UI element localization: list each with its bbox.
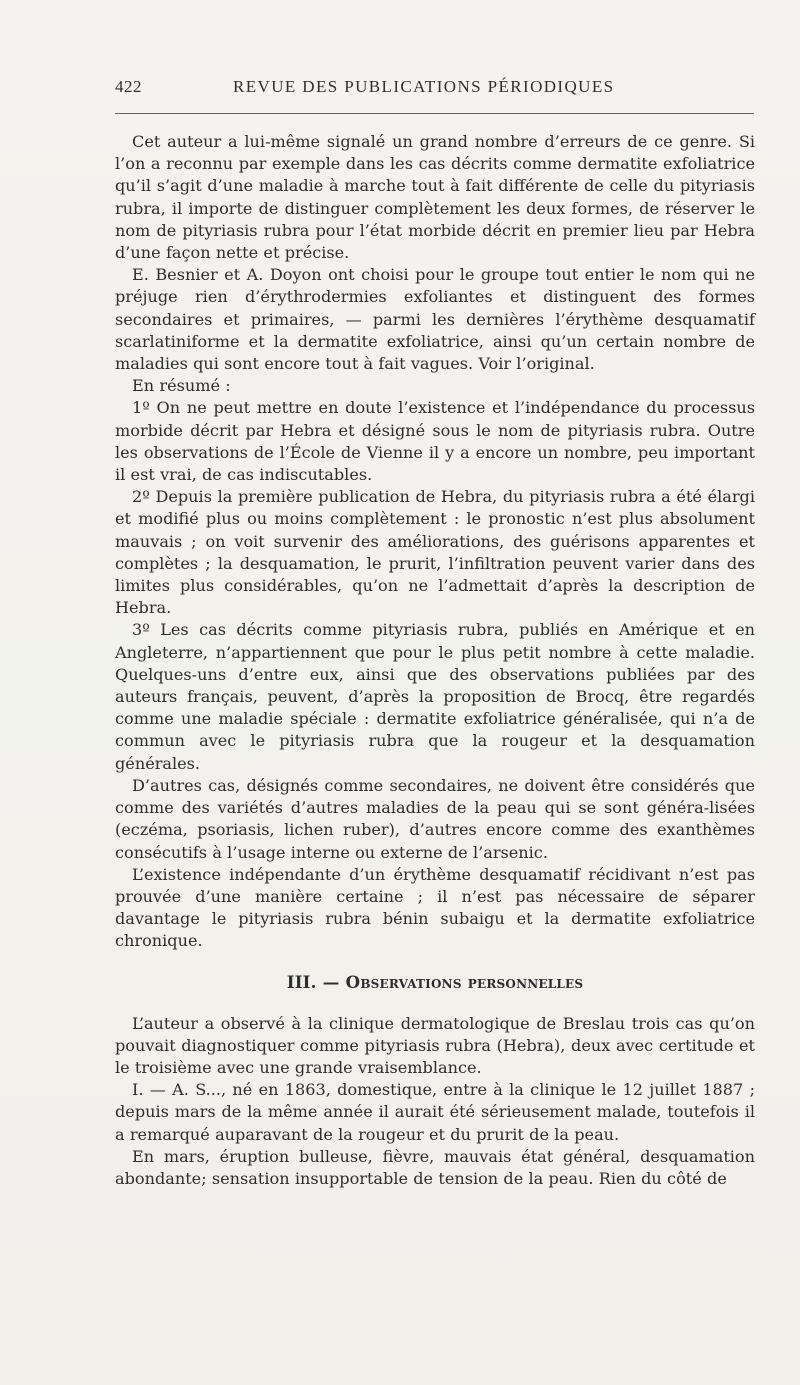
paragraph: I. — A. S..., né en 1863, domestique, entre à la clinique le 12 juillet 1887 ; depuis mars de la même année il aurait été sérieusement malade, toutefois il a remarqué auparavant de la rougeur et du prurit de la peau. xyxy=(115,1080,755,1144)
page-header xyxy=(115,77,755,99)
paragraph: 2º Depuis la première publication de Hebra, du pityriasis rubra a été élargi et modifié plus ou moins complètement : le pronostic n’est plus absolument mauvais ; on voit survenir des améliorations, des guérisons apparentes et complètes ; la desquamation, le prurit, l’infiltration peuvent varier dans des limites plus considérables, qu’on ne l’admettait d’après la description de Hebra. xyxy=(115,487,755,618)
paragraph: Cet auteur a lui-même signalé un grand nombre d’erreurs de ce genre. Si l’on a reconnu par exemple dans les cas décrits comme dermatite exfoliatrice qu’il s’agit d’une maladie à marche tout à fait différente de celle du pityriasis rubra, il importe de distinguer complètement les deux formes, de réserver le nom de pityriasis rubra pour l’état morbide décrit en premier lieu par Hebra d’une façon nette et précise. xyxy=(115,132,755,263)
header-rule xyxy=(115,113,754,114)
paragraph: E. Besnier et A. Doyon ont choisi pour le groupe tout entier le nom qui ne préjuge rien d’érythrodermies exfoliantes et distinguent des formes secondaires et primaires, — parmi les dernières l’érythème desquamatif scarlatiniforme et la dermatite exfoliatrice, ainsi qu’un certain nombre de maladies qui sont encore tout à fait vagues. Voir l’original. xyxy=(115,265,755,374)
article-body xyxy=(115,131,755,1190)
paragraph: En mars, éruption bulleuse, fièvre, mauvais état général, desquamation abondante; sensation insupportable de tension de la peau. Rien du côté de xyxy=(115,1146,755,1188)
paragraph: 3º Les cas décrits comme pityriasis rubra, publiés en Amérique et en Angleterre, n’appartiennent que pour le plus petit nombre à cette maladie. Quelques-uns d’entre eux, ainsi que des observations publiées par des auteurs français, peuvent, d’après la proposition de Brocq, être regardés comme une maladie spéciale : dermatite exfoliatrice généralisée, qui n’a de commun avec le pityriasis rubra que la rougeur et la desquamation générales. xyxy=(115,620,755,773)
page-number: 422 xyxy=(115,77,142,96)
section-heading: III. — Observations personnelles xyxy=(286,971,584,992)
running-head: REVUE DES PUBLICATIONS PÉRIODIQUES xyxy=(233,77,615,96)
paragraph: L’auteur a observé à la clinique dermatologique de Breslau trois cas qu’on pouvait diagnostiquer comme pityriasis rubra (Hebra), deux avec certitude et le troisième avec une grande vraisemblance. xyxy=(115,1013,755,1077)
paragraph: En résumé : xyxy=(132,376,231,396)
paragraph: 1º On ne peut mettre en doute l’existence et l’indépendance du processus morbide décrit par Hebra et désigné sous le nom de pityriasis rubra. Outre les observations de l’École de Vienne il y a encore un nombre, peu important il est vrai, de cas indiscutables. xyxy=(115,398,755,485)
paragraph: D’autres cas, désignés comme secondaires, ne doivent être considérés que comme des variétés d’autres maladies de la peau qui se sont généra-lisées (eczéma, psoriasis, lichen ruber), d’autres encore comme des exanthèmes consécutifs à l’usage interne ou externe de l’arsenic. xyxy=(115,775,755,862)
paragraph: L’existence indépendante d’un érythème desquamatif récidivant n’est pas prouvée d’une manière certaine ; il n’est pas nécessaire de séparer davantage le pityriasis rubra bénin subaigu et la dermatite exfoliatrice chronique. xyxy=(115,864,755,951)
